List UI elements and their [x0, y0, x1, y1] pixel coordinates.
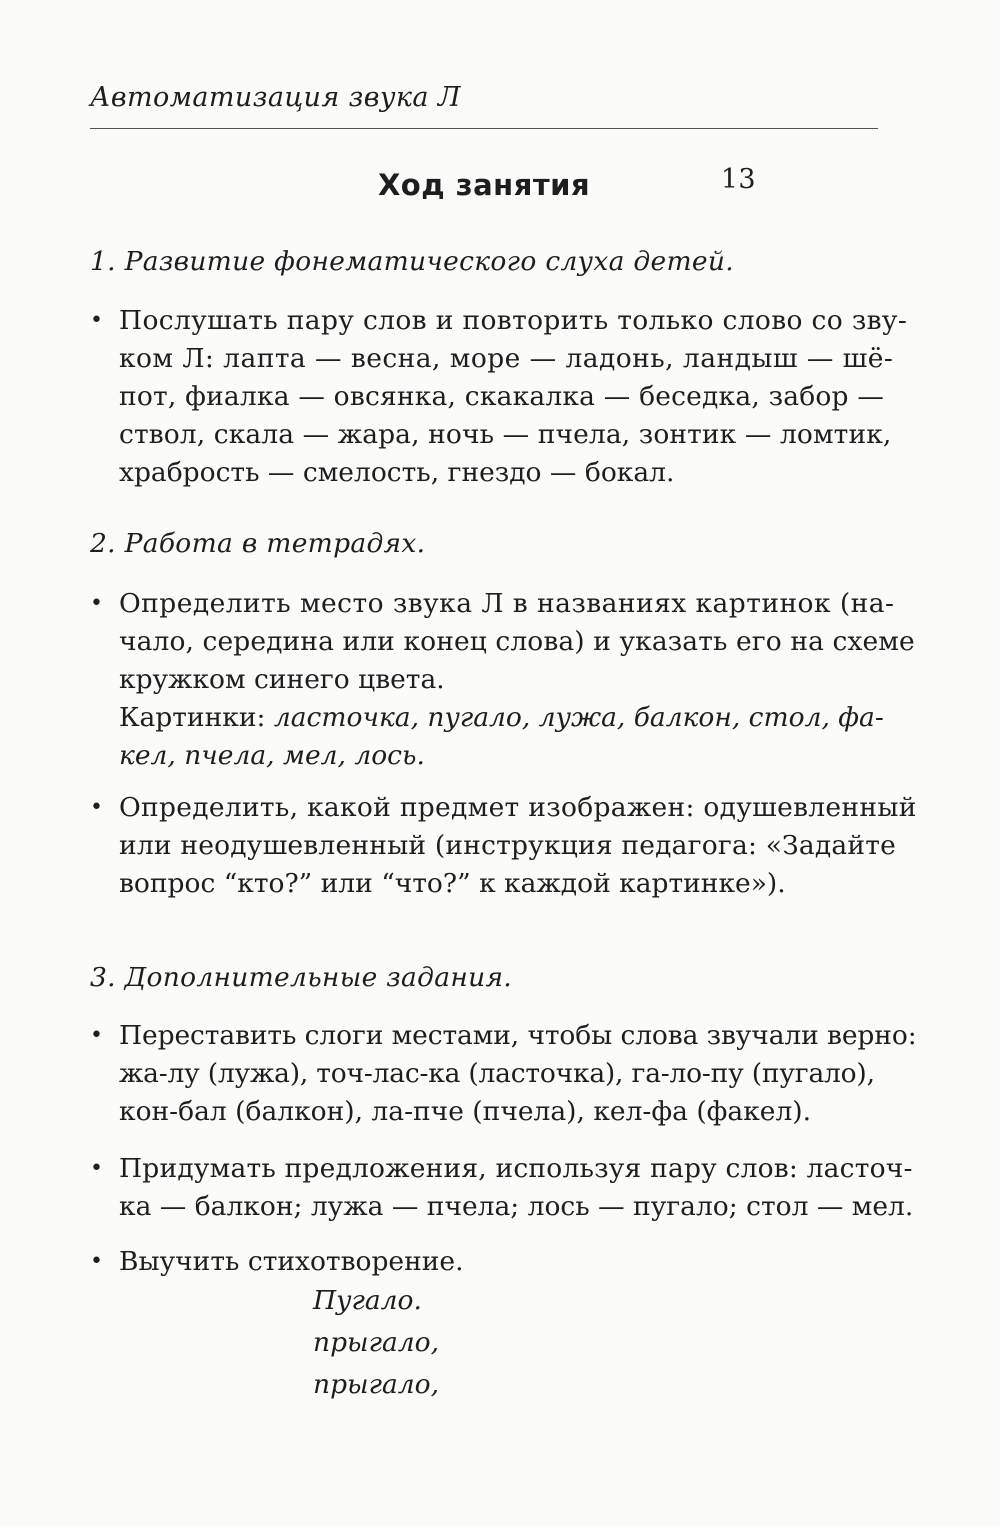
bullet-text: Определить место звука Л в названиях картинок (на- чало, середина или конец слова) и указать его на схеме кружком синего цвета. Картинки: ласточка, пугало, лужа, балкон, стол, фа- кел, пчела, мел, лось.: [119, 585, 880, 775]
page-title: Ход занятия: [377, 168, 591, 202]
page-number: 13: [720, 164, 756, 195]
bullet-text: Определить, какой предмет изображен: одушевленный или неодушевленный (инструкция педагога: «Задайте вопрос “кто?” или “что?” к каждой картинке»).: [119, 792, 917, 899]
bullet-icon: •: [90, 1156, 103, 1181]
bullet-text: Придумать предложения, используя пару слов: ласточ- ка — балкон; лужа — пчела; лось — пугало; стол — мел.: [119, 1153, 914, 1222]
bullet-icon: •: [90, 795, 103, 820]
bullet-item: [90, 1150, 914, 1226]
bullet-icon: •: [90, 1023, 103, 1048]
poem: [313, 1280, 713, 1406]
header-rule: [90, 128, 878, 129]
bullet-icon: •: [90, 591, 103, 616]
bullet-item: [90, 1017, 917, 1131]
bullet-item: [90, 789, 917, 903]
running-title: Автоматизация звука Л: [90, 82, 461, 113]
bullet-item: [90, 1243, 880, 1281]
section-heading-2: 2. Работа в тетрадях.: [90, 528, 426, 559]
bullet-icon: •: [90, 308, 103, 333]
bullet-text: Выучить стихотворение.: [119, 1246, 464, 1277]
poem-line: прыгало,: [313, 1327, 440, 1358]
section-heading-1: 1. Развитие фонематического слуха детей.: [90, 246, 734, 277]
pictures-list: ласточка, пугало, лужа, балкон, стол, фа-: [273, 702, 884, 733]
bullet-text: Переставить слоги местами, чтобы слова звучали верно: жа-лу (лужа), точ-лас-ка (ласточка), га-ло-пу (пугало), кон-бал (балкон), ла-пче (пчела), кел-фа (факел).: [119, 1020, 917, 1127]
bullet-item: [90, 302, 908, 492]
pictures-line: Картинки: ласточка, пугало, лужа, балкон, стол, фа-: [119, 702, 884, 733]
poem-line: прыгало,: [313, 1369, 440, 1400]
bullet-item: [90, 585, 915, 775]
poem-line: Пугало.: [313, 1285, 422, 1316]
pictures-list-cont: кел, пчела, мел, лось.: [119, 740, 425, 771]
bullet-icon: •: [90, 1249, 103, 1274]
section-heading-3: 3. Дополнительные задания.: [90, 962, 513, 993]
bullet-text: Послушать пару слов и повторить только слово со зву- ком Л: лапта — весна, море — ладонь, ландыш — шё- пот, фиалка — овсянка, скакалка — беседка, забор — ствол, скала — жара, ночь — пчела, зонтик — ломтик, храбрость — смелость, гнездо — бокал.: [119, 305, 908, 488]
